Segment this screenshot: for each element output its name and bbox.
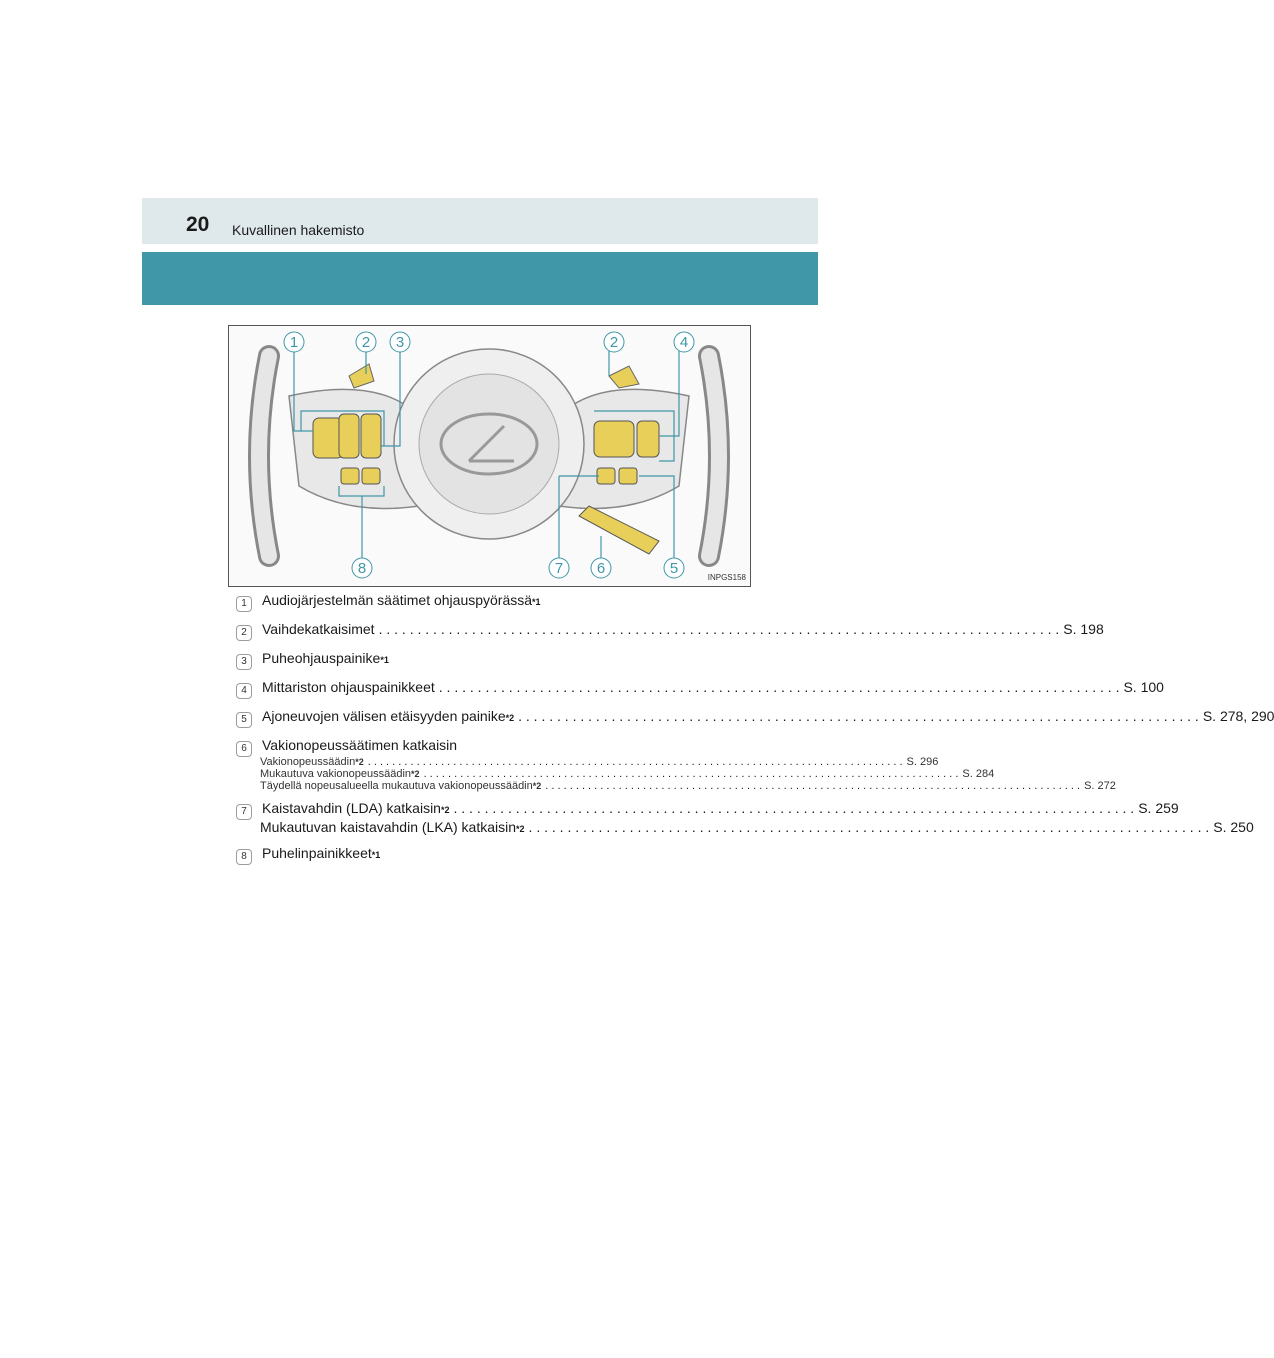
item-label: Mittariston ohjauspainikkeet	[262, 679, 435, 695]
item-label: Kaistavahdin (LDA) katkaisin	[262, 800, 441, 816]
item-number: 7	[236, 804, 252, 820]
list-item	[236, 592, 722, 611]
index-list	[236, 592, 1274, 864]
page-ref-link[interactable]: S. 198	[1063, 621, 1104, 637]
item-label: Audiojärjestelmän säätimet ohjauspyörässä	[262, 592, 533, 608]
accent-band	[142, 252, 818, 305]
cruise-lever-icon	[579, 506, 659, 554]
page-ref-link[interactable]: S. 284	[962, 768, 995, 780]
list-item	[236, 845, 722, 864]
sub-item: Täydellä nopeusalueella mukautuva vakionopeussäädin *2 . . . S. 272	[260, 780, 722, 792]
audio-switch-cluster-icon	[313, 414, 381, 458]
callout-3: 3	[395, 334, 405, 351]
page-ref-link[interactable]: S. 250	[1213, 819, 1254, 835]
item-number: 3	[236, 654, 252, 670]
sub-item: Mukautuva vakionopeussäädin *2 . . . S. 284	[260, 768, 722, 780]
list-item-continuation	[260, 819, 1254, 835]
item-number: 5	[236, 712, 252, 728]
footnote-marker: *2	[440, 805, 450, 815]
list-item	[236, 737, 722, 756]
footnote-marker: *2	[516, 824, 525, 834]
item-label: Puhelinpainikkeet	[262, 845, 372, 861]
figure-code: INPGS158	[707, 573, 746, 582]
item-label: Ajoneuvojen välisen etäisyyden painike	[262, 708, 506, 724]
page-ref-link[interactable]: S. 278, 290	[1202, 708, 1274, 724]
callout-4: 4	[679, 334, 689, 351]
footnote-marker: *2	[505, 713, 515, 723]
list-item	[236, 708, 1274, 727]
item-label: Puheohjauspainike	[262, 650, 381, 666]
paddle-plus-icon	[609, 366, 639, 388]
callout-1: 1	[289, 334, 299, 351]
meter-switch-cluster-icon	[594, 421, 659, 457]
footnote-marker: *1	[380, 655, 389, 665]
page-number: 20	[186, 213, 210, 236]
item-label: Vakionopeussäätimen katkaisin	[262, 737, 458, 753]
item-number: 4	[236, 683, 252, 699]
callout-7: 7	[554, 560, 564, 577]
item-number: 6	[236, 741, 252, 757]
item-label: Mukautuvan kaistavahdin (LKA) katkaisin	[260, 819, 517, 835]
page-ref-link[interactable]: S. 296	[906, 756, 939, 768]
item-number: 1	[236, 596, 252, 612]
sub-item: Vakionopeussäädin *2 . . . S. 296	[260, 756, 722, 768]
callout-5: 5	[669, 560, 679, 577]
list-item	[236, 650, 722, 669]
steering-wheel-drawing	[229, 326, 750, 586]
callout-2b: 2	[609, 334, 619, 351]
paddle-minus-icon	[349, 364, 374, 388]
list-item	[236, 621, 1104, 640]
page-ref-link[interactable]: S. 100	[1123, 679, 1164, 695]
item-label: Vaihdekatkaisimet	[262, 621, 375, 637]
section-title: Kuvallinen hakemisto	[232, 222, 365, 238]
callout-6: 6	[596, 560, 606, 577]
page-ref-link[interactable]: S. 272	[1084, 780, 1116, 792]
callout-2: 2	[361, 334, 371, 351]
footnote-marker: *1	[371, 850, 381, 860]
item-number: 2	[236, 625, 252, 641]
footnote-marker: *1	[532, 597, 541, 607]
callout-8: 8	[357, 560, 367, 577]
list-item	[236, 679, 1164, 698]
page-ref-link[interactable]: S. 259	[1138, 800, 1179, 816]
list-item	[236, 800, 1179, 819]
item-number: 8	[236, 849, 252, 865]
steering-wheel-illustration	[228, 325, 751, 587]
